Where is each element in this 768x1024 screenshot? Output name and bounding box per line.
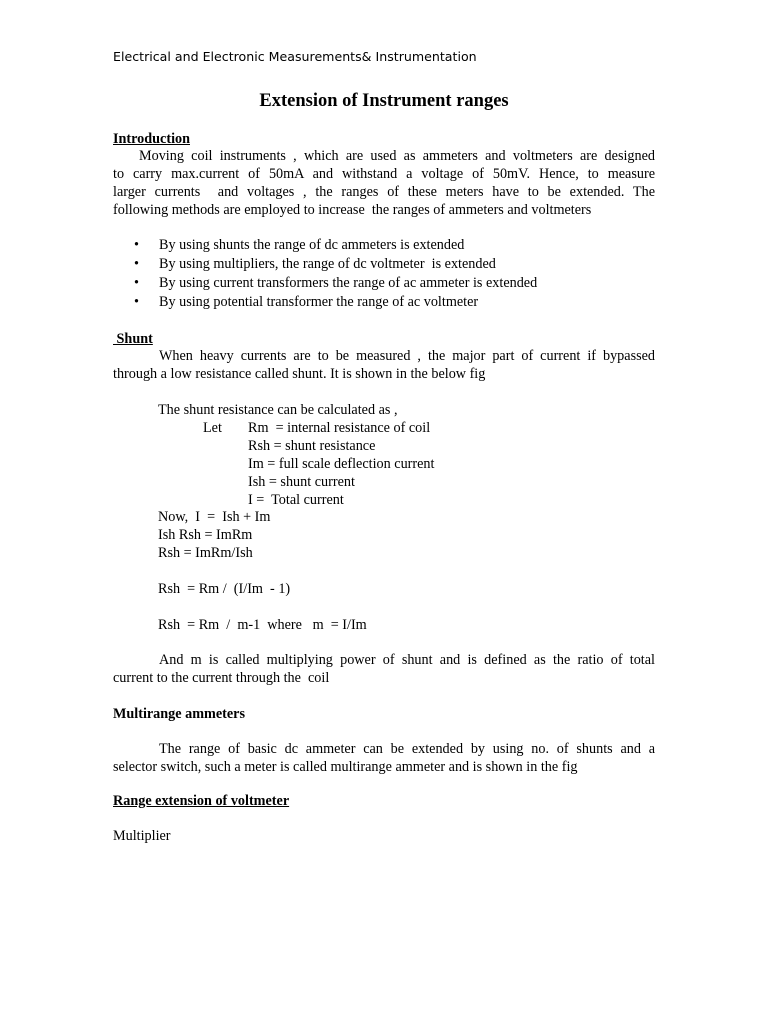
list-item-text: By using multipliers, the range of dc voltmeter is extended [159,256,496,272]
list-item [113,255,537,274]
equation-line: Ish Rsh = ImRm [158,527,253,543]
multiplier-label: Multiplier [113,828,171,844]
multiplying-power-paragraph [113,651,655,687]
definition-line: I = Total current [248,492,344,508]
paragraph-line: through a low resistance called shunt. It is shown in the below fig [113,366,486,382]
paragraph-line: And m is called multiplying power of shunt and is defined as the ratio of total [159,652,655,668]
methods-list [113,236,537,312]
introduction-heading: Introduction [113,131,190,147]
list-item-text: By using potential transformer the range of ac voltmeter [159,294,479,310]
paragraph-line: selector switch, such a meter is called multirange ammeter and is shown in the fig [113,759,578,775]
shunt-paragraph [113,347,655,383]
list-item [113,293,537,312]
multirange-heading: Multirange ammeters [113,706,245,722]
list-item-text: By using shunts the range of dc ammeters is extended [159,237,465,253]
equation-line: Now, I = Ish + Im [158,509,271,525]
list-item [113,274,537,293]
running-header: Electrical and Electronic Measurements& Instrumentation [113,49,477,64]
equation-line: Rsh = ImRm/Ish [158,545,253,561]
paragraph-line: larger currents and voltages , the ranges of these meters have to be extended. The [113,184,655,200]
bullet-icon: • [134,237,139,253]
bullet-icon: • [134,256,139,272]
list-item [113,236,537,255]
formula-line: Rsh = Rm / m-1 where m = I/Im [158,617,367,633]
calc-intro: The shunt resistance can be calculated as , [158,402,398,418]
introduction-paragraph [113,147,655,219]
definition-line: Rsh = shunt resistance [248,438,376,454]
range-extension-heading: Range extension of voltmeter [113,793,290,809]
paragraph-line: following methods are employed to increase the ranges of ammeters and voltmeters [113,202,592,218]
let-label: Let [203,420,222,436]
bullet-icon: • [134,294,139,310]
page-title: Extension of Instrument ranges [259,91,509,111]
paragraph-line: current to the current through the coil [113,670,330,686]
paragraph-line: Moving coil instruments , which are used as ammeters and voltmeters are designed [139,148,655,164]
definition-line: Rm = internal resistance of coil [248,420,431,436]
paragraph-line: When heavy currents are to be measured , the major part of current if bypassed [159,348,655,364]
definition-line: Ish = shunt current [248,474,355,490]
shunt-heading: Shunt [113,331,153,347]
multirange-paragraph [113,740,655,776]
paragraph-line: The range of basic dc ammeter can be extended by using no. of shunts and a [159,741,655,757]
definition-line: Im = full scale deflection current [248,456,435,472]
formula-line: Rsh = Rm / (I/Im - 1) [158,581,291,597]
list-item-text: By using current transformers the range of ac ammeter is extended [159,275,538,291]
bullet-icon: • [134,275,139,291]
paragraph-line: to carry max.current of 50mA and withstand a voltage of 50mV. Hence, to measure [113,166,655,182]
